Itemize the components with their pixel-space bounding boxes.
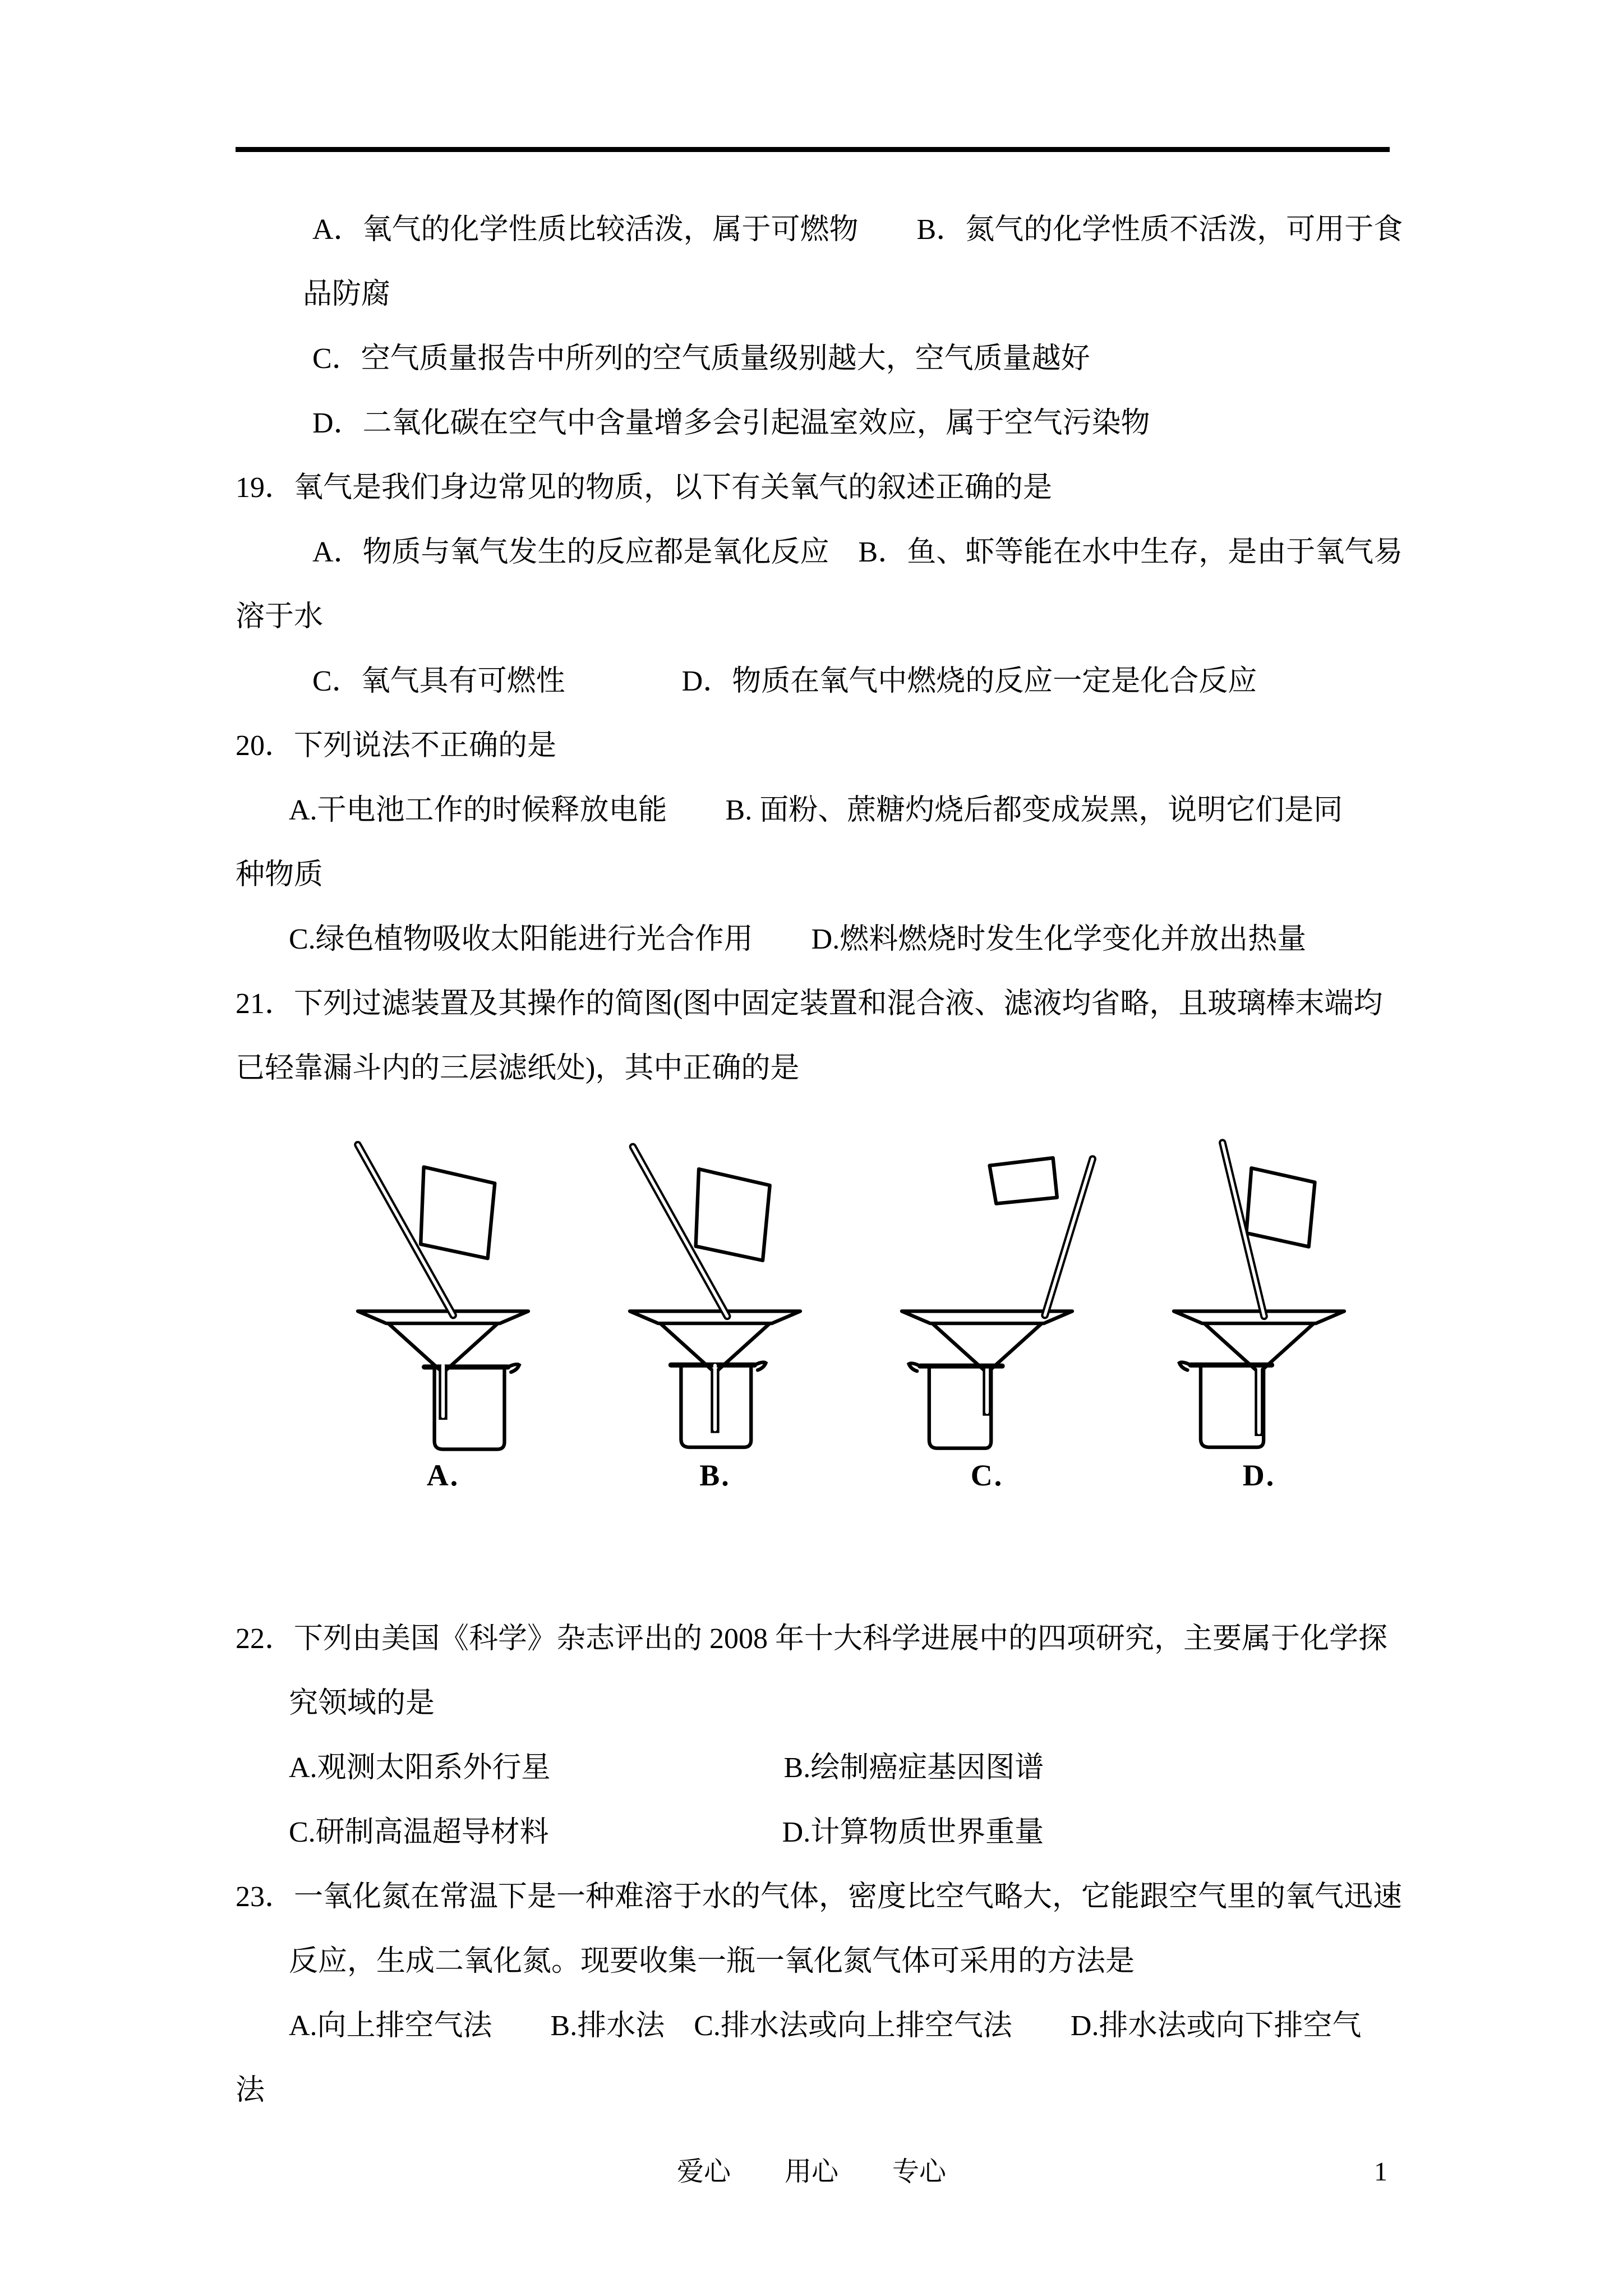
q22-stem: 22．下列由美国《科学》杂志评出的 2008 年十大科学进展中的四项研究，主要属于化学探 [236,1623,1388,1655]
q21-stem: 21．下列过滤装置及其操作的简图(图中固定装置和混合液、滤液均省略，且玻璃棒末端均 [236,988,1383,1020]
horizontal-rule [236,147,1390,152]
filtration-diagram-c [864,1138,1110,1492]
page-number: 1 [1374,2157,1387,2187]
q19-option-b-cont: 溶于水 [236,601,324,633]
q19-options-ab: A．物质与氧气发生的反应都是氧化反应 B．鱼、虾等能在水中生存，是由于氧气易 [312,536,1403,568]
q22-options-ab: A.观测太阳系外行星 B.绘制癌症基因图谱 [289,1752,1044,1784]
funnel-cone [932,1323,1041,1370]
pouring-cup [696,1169,770,1260]
q18-option-b-cont: 品防腐 [303,278,391,310]
filtration-apparatus-b-drawing [592,1138,838,1457]
filtration-apparatus-d-drawing [1136,1138,1382,1457]
diagram-label-a: A. [426,1458,460,1492]
filtration-diagram-b [592,1138,838,1492]
q19-options-cd: C．氧气具有可燃性 D．物质在氧气中燃烧的反应一定是化合反应 [312,665,1257,697]
q18-option-c: C．空气质量报告中所列的空气质量级别越大，空气质量越好 [312,343,1090,375]
funnel-cone [388,1323,497,1370]
q22-options-cd: C.研制高温超导材料 D.计算物质世界重量 [289,1816,1044,1848]
filtration-diagrams [320,1138,1623,1492]
q18-option-d: D．二氧化碳在空气中含量增多会引起温室效应，属于空气污染物 [312,407,1150,439]
q20-options-ab: A.干电池工作的时候释放电能 B. 面粉、蔗糖灼烧后都变成炭黑，说明它们是同 [289,794,1343,826]
filtration-apparatus-a-drawing [320,1138,566,1457]
q18-options-ab: A．氧气的化学性质比较活泼，属于可燃物 B．氮气的化学性质不活泼，可用于食 [312,214,1403,246]
funnel-rim [1174,1311,1344,1323]
filtration-diagram-a [320,1138,566,1492]
q20-options-cd: C.绿色植物吸收太阳能进行光合作用 D.燃料燃烧时发生化学变化并放出热量 [289,923,1307,955]
funnel-rim [630,1311,800,1323]
pouring-cup [1246,1168,1315,1246]
q23-options: A.向上排空气法 B.排水法 C.排水法或向上排空气法 D.排水法或向下排空气 [289,2010,1362,2042]
funnel-rim [358,1311,528,1323]
diagram-label-d: D. [1242,1458,1276,1492]
pouring-cup [421,1167,495,1258]
q23-option-d-cont: 法 [236,2074,265,2106]
filtration-diagram-d [1136,1138,1382,1492]
filtration-apparatus-c-drawing [864,1138,1110,1457]
beaker [425,1364,519,1449]
diagram-label-b: B. [699,1458,731,1492]
footer-motto: 爱心 用心 专心 [676,2157,946,2187]
q21-stem-cont: 已轻靠漏斗内的三层滤纸处)，其中正确的是 [236,1052,800,1084]
q19-stem: 19．氧气是我们身边常见的物质，以下有关氧气的叙述正确的是 [236,472,1053,504]
q20-option-b-cont: 种物质 [236,859,324,891]
exam-text [0,197,1623,2123]
q22-stem-cont: 究领域的是 [289,1687,435,1719]
page-footer [0,2150,1623,2194]
diagram-label-c: C. [970,1458,1004,1492]
pouring-cup [990,1158,1057,1203]
q20-stem: 20．下列说法不正确的是 [236,730,557,762]
q23-stem: 23．一氧化氮在常温下是一种难溶于水的气体，密度比空气略大，它能跟空气里的氧气迅速 [236,1881,1403,1913]
q23-stem-cont: 反应，生成二氧化氮。现要收集一瓶一氧化氮气体可采用的方法是 [289,1945,1135,1977]
